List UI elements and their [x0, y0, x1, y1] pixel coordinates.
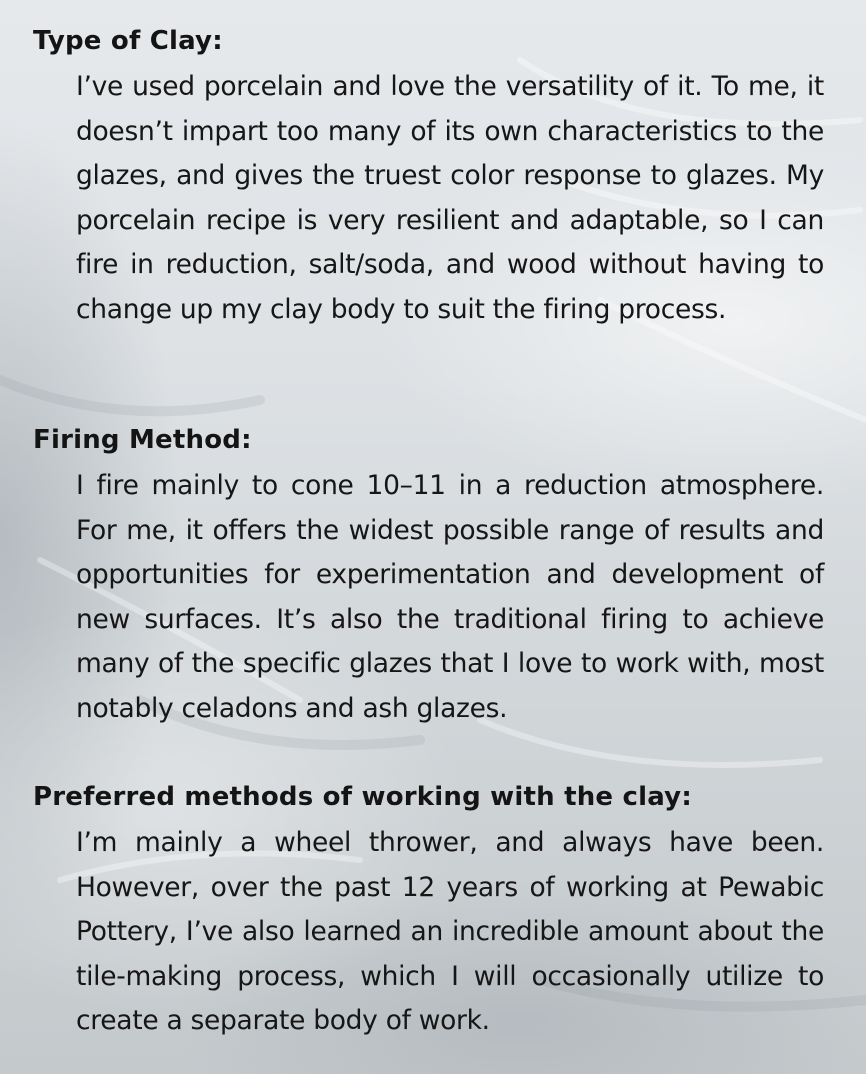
- paragraph-type-of-clay: I’ve used porcelain and love the versatility of it. To me, it doesn’t impart too many of its own characteristics to the glazes, and gives the truest color response to glazes. My porcelain recipe is very resilient and adaptable, so I can fire in reduction, salt/soda, and wood without having to change up my clay body to suit the firing process.: [76, 71, 824, 325]
- section-firing-method: [33, 425, 833, 732]
- heading-type-of-clay: Type of Clay:: [33, 26, 223, 56]
- paragraph-preferred-methods: I’m mainly a wheel thrower, and always have been. However, over the past 12 years of working at Pewabic Pottery, I’ve also learned an incredible amount about the tile-making process, which I will occasionally utilize to create a separate body of work.: [76, 827, 824, 1037]
- heading-firing-method: Firing Method:: [33, 425, 252, 455]
- paragraph-firing-method: I fire mainly to cone 10–11 in a reduction atmosphere. For me, it offers the widest possible range of results and opportunities for experimentation and development of new surfaces. It’s also the traditional firing to achieve many of the specific glazes that I love to work with, most notably celadons and ash glazes.: [76, 470, 824, 724]
- section-type-of-clay: [33, 26, 833, 333]
- heading-preferred-methods: Preferred methods of working with the clay:: [33, 782, 692, 812]
- section-preferred-methods: [33, 782, 833, 1044]
